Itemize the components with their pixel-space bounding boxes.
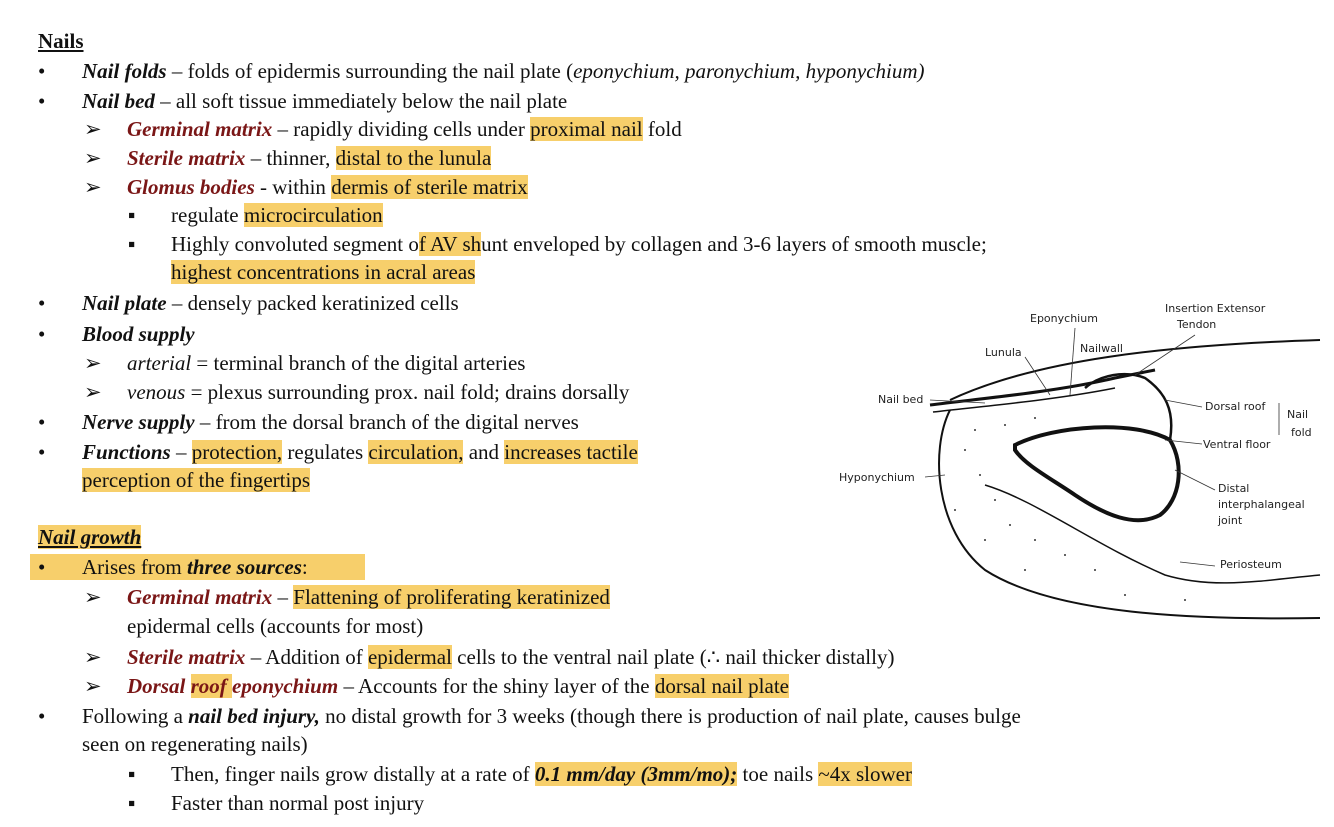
arrow-bullet: ➢ — [84, 117, 102, 141]
growth-dorsal-item: Dorsal roof eponychium – Accounts for the shiny layer of the dorsal nail plate — [127, 674, 789, 698]
venous-item: venous = plexus surrounding prox. nail fold; drains dorsally — [127, 380, 630, 404]
bullet: • — [38, 59, 46, 83]
sterile-matrix-item: Sterile matrix – thinner, distal to the lunula — [127, 146, 492, 170]
arrow-bullet: ➢ — [84, 674, 102, 698]
blood-supply-item: Blood supply — [82, 322, 195, 346]
label-periosteum: Periosteum — [1220, 558, 1282, 571]
section-title-nails: Nails — [38, 29, 84, 53]
nail-plate-item: Nail plate – densely packed keratinized cells — [82, 291, 459, 315]
label-joint: joint — [1218, 514, 1243, 527]
nail-folds-item: Nail folds – folds of epidermis surrounding the nail plate (eponychium, paronychium, hyponychium) — [82, 59, 925, 83]
growth-sterile-item: Sterile matrix – Addition of epidermal cells to the ventral nail plate (∴ nail thicker distally) — [127, 645, 895, 669]
convoluted-item: Highly convoluted segment of AV shunt enveloped by collagen and 3-6 layers of smooth muscle; — [171, 232, 987, 256]
label-dorsal-roof: Dorsal roof — [1205, 400, 1266, 413]
functions-item: Functions – protection, regulates circulation, and increases tactile — [82, 440, 638, 464]
label-eponychium: Eponychium — [1030, 312, 1098, 325]
bullet: • — [38, 440, 46, 464]
regulate-item: regulate microcirculation — [171, 203, 383, 227]
square-bullet: ▪ — [128, 232, 136, 256]
arterial-item: arterial = terminal branch of the digital arteries — [127, 351, 526, 375]
bullet: • — [38, 410, 46, 434]
nail-bed-item: Nail bed – all soft tissue immediately below the nail plate — [82, 89, 568, 113]
label-nail-bed: Nail bed — [878, 393, 924, 406]
arrow-bullet: ➢ — [84, 380, 102, 404]
square-bullet: ▪ — [128, 203, 136, 227]
label-lunula: Lunula — [985, 346, 1022, 359]
square-bullet: ▪ — [128, 762, 136, 786]
arrow-bullet: ➢ — [84, 175, 102, 199]
growth-germinal-item: Germinal matrix – Flattening of proliferating keratinized — [127, 585, 610, 609]
arrow-bullet: ➢ — [84, 351, 102, 375]
germinal-matrix-item: Germinal matrix – rapidly dividing cells under proximal nail fold — [127, 117, 682, 141]
label-tendon: Tendon — [1177, 318, 1217, 331]
label-hyponychium: Hyponychium — [839, 471, 915, 484]
injury-item: Following a nail bed injury, no distal growth for 3 weeks (though there is production of nail plate, causes bulge — [82, 704, 1021, 728]
bullet: • — [38, 704, 46, 728]
distal-phalanx-shape — [1015, 427, 1179, 520]
functions-item-line2: perception of the fingertips — [82, 468, 311, 492]
convoluted-item-line2: highest concentrations in acral areas — [171, 260, 476, 284]
arrow-bullet: ➢ — [84, 585, 102, 609]
glomus-bodies-item: Glomus bodies - within dermis of sterile matrix — [127, 175, 528, 199]
rate-item: Then, finger nails grow distally at a rate of 0.1 mm/day (3mm/mo); toe nails ~4x slower — [171, 762, 912, 786]
label-nailwall: Nailwall — [1080, 342, 1123, 355]
label-interphalangeal: interphalangeal — [1218, 498, 1305, 511]
growth-germinal-line2: epidermal cells (accounts for most) — [127, 614, 424, 638]
label-distal: Distal — [1218, 482, 1250, 495]
nerve-supply-item: Nerve supply – from the dorsal branch of the digital nerves — [82, 410, 579, 434]
bullet: • — [38, 89, 46, 113]
label-fold: fold — [1291, 426, 1312, 439]
label-insertion-extensor: Insertion Extensor — [1165, 302, 1266, 315]
square-bullet: ▪ — [128, 791, 136, 815]
section-title-nail-growth: Nail growth — [38, 525, 142, 549]
label-nail: Nail — [1287, 408, 1309, 421]
arrow-bullet: ➢ — [84, 645, 102, 669]
arrow-bullet: ➢ — [84, 146, 102, 170]
bullet: • — [38, 291, 46, 315]
faster-item: Faster than normal post injury — [171, 791, 425, 815]
bullet: • — [38, 322, 46, 346]
label-ventral-floor: Ventral floor — [1203, 438, 1271, 451]
bullet: • — [38, 555, 46, 579]
arises-item: Arises from three sources: — [82, 555, 308, 579]
nail-anatomy-diagram — [835, 300, 1325, 620]
injury-item-line2: seen on regenerating nails) — [82, 732, 308, 756]
